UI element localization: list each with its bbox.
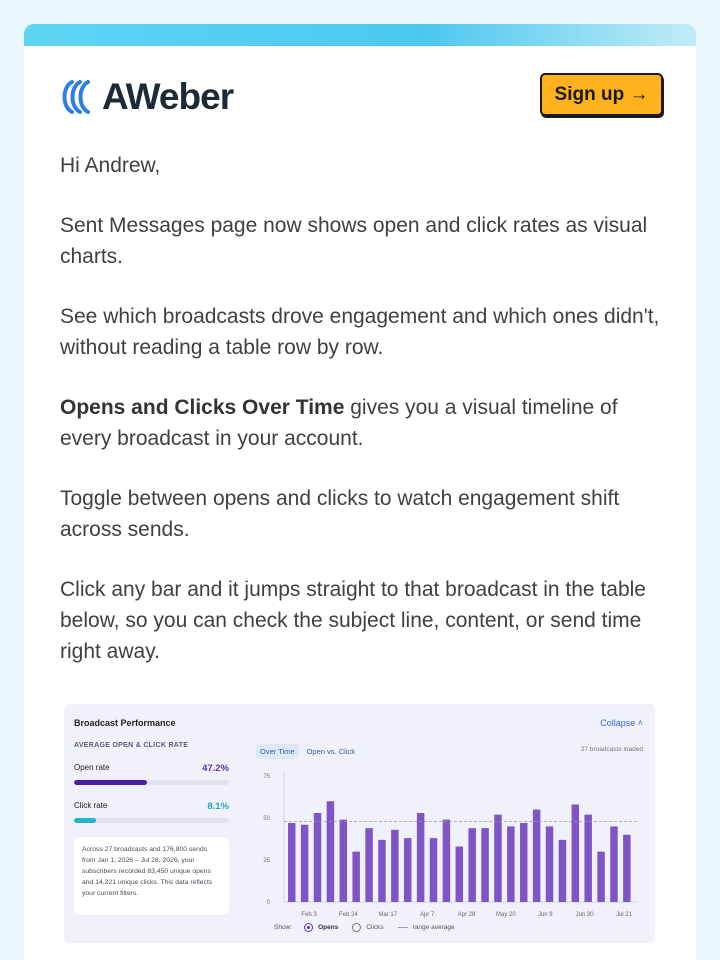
broadcasts-loaded: 27 broadcasts loaded [580, 746, 643, 753]
x-tick-label: Jun 30 [575, 912, 594, 918]
email-body [60, 150, 660, 696]
panel-title: Broadcast Performance [74, 718, 176, 728]
chart-bar[interactable] [584, 815, 591, 902]
chart-bar[interactable] [404, 838, 411, 902]
chart-bar[interactable] [365, 828, 372, 902]
collapse-button[interactable]: Collapse ˄ [600, 718, 643, 728]
rate-summary [74, 742, 229, 915]
chart-bar[interactable] [288, 823, 295, 902]
open-rate-value: 47.2% [202, 763, 229, 774]
chart-bar[interactable] [352, 852, 359, 902]
chart-bar[interactable] [610, 826, 617, 902]
opens-radio[interactable] [304, 923, 313, 932]
x-tick-label: May 20 [496, 912, 516, 918]
x-tick-label: Feb 3 [301, 912, 317, 918]
x-tick-label: Apr 7 [419, 912, 435, 918]
brand-name: AWeber [102, 76, 234, 117]
average-dash-icon [398, 927, 408, 928]
aweber-logo[interactable] [58, 76, 233, 118]
chart-bar[interactable] [417, 813, 424, 902]
x-tick-label: Apr 28 [457, 912, 476, 918]
open-rate-row [74, 763, 229, 774]
chart-bar[interactable] [494, 815, 501, 902]
x-tick-label: Mar 17 [378, 912, 398, 918]
chart-bar[interactable] [456, 847, 463, 902]
chart-bar[interactable] [430, 838, 437, 902]
paragraph-3 [60, 392, 660, 454]
sign-up-button[interactable]: Sign up → [540, 73, 663, 116]
clicks-radio[interactable] [352, 923, 361, 932]
x-tick-label: Jun 9 [537, 912, 553, 918]
y-tick-label: 50 [263, 816, 270, 822]
summary-text: Across 27 broadcasts and 176,800 sends from Jan 1, 2026 – Jul 28, 2026, your subscribers recorded 83,450 unique opens and 14,321 unique clicks. This data reflects your current filters. [74, 837, 229, 915]
open-rate-label: Open rate [74, 763, 110, 772]
greeting: Hi Andrew, [60, 154, 161, 177]
y-tick-label: 0 [266, 900, 270, 906]
chart-bar[interactable] [468, 828, 475, 902]
y-tick-label: 25 [263, 858, 270, 864]
legend-clicks-label: Clicks [366, 924, 384, 931]
chart-bar[interactable] [533, 810, 540, 902]
paragraph-5: Click any bar and it jumps straight to that broadcast in the table below, so you can check the subject line, content, or send time right away. [60, 578, 646, 663]
chart-bar[interactable] [597, 852, 604, 902]
chart-bar[interactable] [340, 820, 347, 902]
chart-bar[interactable] [559, 840, 566, 902]
x-tick-label: Feb 24 [339, 912, 358, 918]
click-rate-bar [74, 818, 96, 823]
tab-over-time[interactable]: Over Time [256, 744, 299, 759]
legend-average [398, 924, 455, 931]
click-rate-row [74, 801, 229, 812]
chart-bar[interactable] [623, 835, 630, 902]
y-tick-label: 75 [263, 774, 270, 780]
chart-bar[interactable] [391, 830, 398, 902]
tab-open-vs-click[interactable]: Open vs. Click [306, 747, 355, 756]
paragraph-2: See which broadcasts drove engagement and which ones didn't, without reading a table row by row. [60, 305, 660, 359]
chart-bar[interactable] [546, 826, 553, 902]
paragraph-1: Sent Messages page now shows open and click rates as visual charts. [60, 214, 648, 268]
chart-bar[interactable] [314, 813, 321, 902]
legend-opens[interactable] [304, 923, 338, 932]
paragraph-3-text: gives you a visual timeline of every broadcast in your account. [60, 396, 618, 450]
section-label: AVERAGE OPEN & CLICK RATE [74, 742, 189, 749]
click-rate-track [74, 818, 229, 823]
open-rate-bar [74, 780, 147, 785]
legend-clicks[interactable] [352, 923, 383, 932]
chart-bar[interactable] [520, 823, 527, 902]
chart-bar[interactable] [507, 826, 514, 902]
legend-average-label: range average [412, 924, 455, 931]
broadcast-performance-panel [64, 704, 655, 943]
email-card [24, 46, 696, 960]
opens-over-time-chart [256, 762, 646, 922]
feature-name: Opens and Clicks Over Time [60, 396, 345, 419]
click-rate-value: 8.1% [207, 801, 229, 812]
click-rate-label: Click rate [74, 801, 108, 810]
open-rate-track [74, 780, 229, 785]
chart-bar[interactable] [443, 820, 450, 902]
chart-bar[interactable] [301, 825, 308, 902]
paragraph-4: Toggle between opens and clicks to watch engagement shift across sends. [60, 487, 620, 541]
chart-bar[interactable] [481, 828, 488, 902]
chart-bar[interactable] [572, 805, 579, 902]
header-accent-bar [24, 24, 696, 46]
legend-opens-label: Opens [318, 924, 339, 931]
chart-bar[interactable] [378, 840, 385, 902]
aweber-logo-icon [58, 79, 98, 115]
chart-legend [274, 923, 469, 932]
legend-show-label: Show: [274, 924, 293, 931]
x-tick-label: Jul 21 [615, 912, 632, 918]
chart-tabs [256, 744, 359, 759]
chart-bar[interactable] [327, 801, 334, 902]
